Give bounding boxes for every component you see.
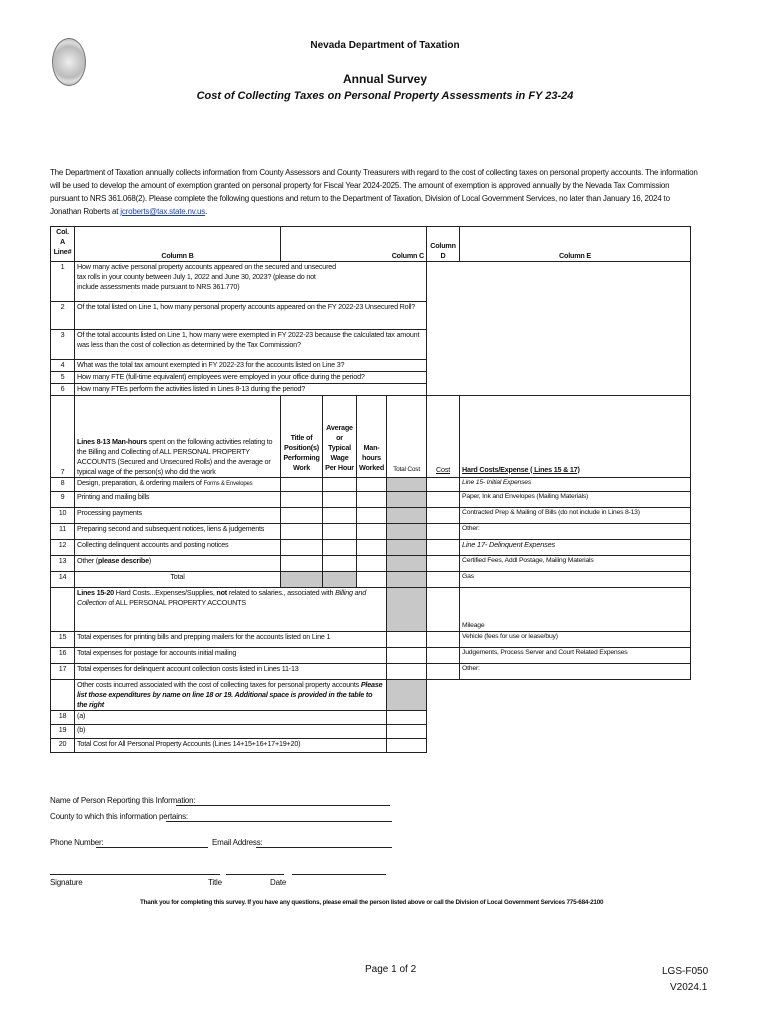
line-11: 11 [51, 523, 75, 539]
row-15-label: Total expenses for printing bills and prepping mailers for the accounts listed on Line 1 [75, 631, 387, 647]
other-costs-instruction: Please list those expenditures by name on line 18 or 19. Additional space is provided in the table to the right [77, 679, 383, 709]
line-6: 6 [51, 383, 75, 395]
row-13-wage[interactable] [323, 555, 357, 571]
total-cost-header: Total Cost [387, 395, 427, 477]
signature-label: Signature [50, 878, 83, 887]
contact-email-link[interactable]: jcroberts@tax.state.nv.us [120, 207, 206, 216]
row-16-total[interactable] [387, 647, 427, 663]
e-cost-9[interactable] [427, 631, 460, 647]
line-18: 18 [51, 710, 75, 724]
wage-per-hour-header: Average or Typical Wage Per Hour [323, 395, 357, 477]
row-8-text: Design, preparation, & ordering mailers of [77, 477, 202, 487]
row-11-label: Preparing second and subsequent notices, liens & judgements [75, 523, 281, 539]
form-version: V2024.1 [670, 982, 708, 993]
row-1-question: How many active personal property accounts appeared on the secured and unsecured tax rolls in your county between July 1, 2022 and June 30, 2023? (please do not include assessments made pursuant to NRS 361.770) [75, 261, 427, 301]
row-9-title[interactable] [281, 491, 323, 507]
e-item-10: Judgements, Process Server and Court Related Expenses [460, 647, 691, 663]
row-14-title [281, 571, 323, 587]
row-12-total [387, 539, 427, 555]
row-9-wage[interactable] [323, 491, 357, 507]
hc-c: not [216, 587, 227, 597]
line-13: 13 [51, 555, 75, 571]
e-item-3: Contracted Prep & Mailing of Bills (do not include in Lines 8-13) [460, 507, 691, 523]
line-4: 4 [51, 359, 75, 371]
row-7-header [75, 395, 281, 477]
name-label: Name of Person Reporting this Information: [50, 796, 196, 805]
line-17: 17 [51, 663, 75, 679]
intro-text: The Department of Taxation annually collects information from County Assessors and County Treasurers with regard to the cost of collecting taxes on personal property accounts. The information will be used to develop the amount of exemption granted on personal property for Fiscal Year 2024-2025. The amount of exemption is approved annually by the Nevada Tax Commission pursuant to NRS 361.068(2). Please complete the following questions and return to the Department of Taxation, Division of Local Government Services, no later than January 16, 2024 to Jonathan Roberts at [50, 168, 698, 216]
row-6-question: How many FTEs perform the activities listed in Lines 8-13 during the period? [75, 383, 427, 395]
row-14-total [387, 571, 427, 587]
line-14: 14 [51, 571, 75, 587]
man-hours-description: spent on the following activities relating to the Billing and Collecting of ALL PERSONAL PROPERTY ACCOUNTS (Secured and Unsecured Rolls) and the average or typical wage of the person(s) who did the work [77, 436, 273, 476]
e-item-5: Line 17- Delinquent Expenses [460, 539, 691, 555]
row-8-label [75, 477, 281, 491]
row-9-hours[interactable] [357, 491, 387, 507]
other-costs-text: Other costs incurred associated with the cost of collecting taxes for personal property accounts [77, 679, 361, 689]
blank-e [460, 679, 691, 710]
row-11-total [387, 523, 427, 539]
row-8-title[interactable] [281, 477, 323, 491]
row-13-text-b: please describe [97, 555, 149, 565]
row-8-total [387, 477, 427, 491]
e-cost-7[interactable] [427, 571, 460, 587]
line-16: 16 [51, 647, 75, 663]
line-1: 1 [51, 261, 75, 301]
page-subtitle: Cost of Collecting Taxes on Personal Property Assessments in FY 23-24 [196, 90, 574, 102]
row-16-label: Total expenses for postage for accounts initial mailing [75, 647, 387, 663]
row-10-label: Processing payments [75, 507, 281, 523]
e-item-4: Other: [460, 523, 691, 539]
line-12: 12 [51, 539, 75, 555]
name-input-line[interactable] [176, 805, 390, 806]
line-3: 3 [51, 329, 75, 359]
row-8-subtext: Forms & Envelopes [203, 480, 253, 487]
row-10-wage[interactable] [323, 507, 357, 523]
row-17-total[interactable] [387, 663, 427, 679]
col-c-header: Column C [281, 227, 427, 262]
line-9: 9 [51, 491, 75, 507]
row-4-question: What was the total tax amount exempted in FY 2022-23 for the accounts listed on Line 3? [75, 359, 427, 371]
title-label: Title [208, 878, 222, 887]
intro-paragraph [50, 166, 700, 218]
col-e-header: Column E [460, 227, 691, 262]
hard-cost-spacer [51, 587, 75, 631]
agency-name: Nevada Department of Taxation [310, 40, 460, 51]
answer-area-1-6[interactable] [427, 261, 691, 395]
e-item-8: Mileage [460, 587, 691, 631]
blank-e-18 [460, 710, 691, 724]
row-14-hours[interactable] [357, 571, 387, 587]
man-hours-worked-header: Man-hours Worked [357, 395, 387, 477]
line-19: 19 [51, 724, 75, 738]
row-12-label: Collecting delinquent accounts and posting notices [75, 539, 281, 555]
row-3-question: Of the total accounts listed on Line 1, how many were exempted in FY 2022-23 because the calculated tax amount was less than the cost of collection as determined by the Tax Commission? [75, 329, 427, 359]
row-13-text-c: ) [148, 555, 152, 565]
row-17-label: Total expenses for delinquent account collection costs listed in Lines 11-13 [75, 663, 387, 679]
title-line[interactable] [226, 874, 284, 875]
form-id: LGS-F050 [662, 966, 709, 977]
other-costs-shade [387, 679, 427, 710]
survey-table [50, 226, 691, 753]
row-8-wage[interactable] [323, 477, 357, 491]
hc-b: Hard Costs...Expenses/Supplies, [113, 587, 217, 597]
line-8: 8 [51, 477, 75, 491]
row-5-question: How many FTE (full-time equivalent) employees were employed in your office during the period? [75, 371, 427, 383]
hard-costs-section-header [75, 587, 387, 631]
col-d-header: Column D [427, 227, 460, 262]
row-13-hours[interactable] [357, 555, 387, 571]
e-item-2: Paper, Ink and Envelopes (Mailing Materials) [460, 491, 691, 507]
e-cost-8[interactable] [427, 587, 460, 631]
row-15-total[interactable] [387, 631, 427, 647]
line-number-header: Line# [51, 247, 75, 261]
email-input-line[interactable] [256, 847, 392, 848]
thank-you-note: Thank you for completing this survey. If you have any questions, please email the person listed above or call the Division of Local Government Services 775-684-2100 [140, 899, 604, 906]
cost-header: Cost [427, 395, 460, 477]
page-number: Page 1 of 2 [365, 964, 417, 975]
line-7: 7 [51, 395, 75, 477]
e-cost-3[interactable] [427, 507, 460, 523]
hc-f: of ALL PERSONAL PROPERTY ACCOUNTS [106, 597, 246, 607]
blank-d [427, 679, 460, 710]
blank-e-19 [460, 724, 691, 738]
e-item-11: Other: [460, 663, 691, 679]
row-20-total[interactable] [387, 738, 427, 752]
line-5: 5 [51, 371, 75, 383]
e-item-7: Gas [460, 571, 691, 587]
intro-end: . [205, 207, 208, 216]
e-cost-2[interactable] [427, 491, 460, 507]
hard-cost-header-shade [387, 587, 427, 631]
line-10: 10 [51, 507, 75, 523]
email-label: Email Address: [212, 838, 263, 847]
signature-line[interactable] [50, 874, 220, 875]
row-13-label [75, 555, 281, 571]
e-cost-11[interactable] [427, 663, 460, 679]
row-11-title[interactable] [281, 523, 323, 539]
e-cost-4[interactable] [427, 523, 460, 539]
row-12-wage[interactable] [323, 539, 357, 555]
hard-costs-header: Hard Costs/Expense ( Lines 15 & 17) [460, 395, 691, 477]
date-line[interactable] [292, 874, 386, 875]
line-20: 20 [51, 738, 75, 752]
e-cost-6[interactable] [427, 555, 460, 571]
col-b-header: Column B [75, 227, 281, 262]
row-13-text-a: Other ( [77, 555, 98, 565]
row-19-total[interactable] [387, 724, 427, 738]
e-cost-5[interactable] [427, 539, 460, 555]
row-11-wage[interactable] [323, 523, 357, 539]
row-10-title[interactable] [281, 507, 323, 523]
e-cost-1[interactable] [427, 477, 460, 491]
title-of-position-header: Title of Position(s) Performing Work [281, 395, 323, 477]
e-item-9: Vehicle (fees for use or lease/buy) [460, 631, 691, 647]
col-a-header: Col. A [51, 227, 75, 248]
e-item-1: Line 15- Initial Expenses [460, 477, 691, 491]
county-label: County to which this information pertains: [50, 812, 188, 821]
page-title: Annual Survey [342, 72, 428, 86]
blank-e-20 [460, 738, 691, 752]
row-13-total [387, 555, 427, 571]
row-12-title[interactable] [281, 539, 323, 555]
county-input-line[interactable] [166, 821, 392, 822]
row-10-hours[interactable] [357, 507, 387, 523]
hc-a: Lines 15-20 [77, 587, 114, 597]
other-costs-note [75, 679, 387, 710]
hc-d: related to salaries., associated with [227, 587, 336, 597]
row-10-total [387, 507, 427, 523]
row-20-label: Total Cost for All Personal Property Accounts (Lines 14+15+16+17+19+20) [75, 738, 387, 752]
row-14-label: Total [75, 571, 281, 587]
row-11-hours[interactable] [357, 523, 387, 539]
blank-d-19 [427, 724, 460, 738]
row-18-label: (a) [75, 710, 387, 724]
e-item-6: Certified Fees, Addl Postage, Mailing Materials [460, 555, 691, 571]
phone-input-line[interactable] [96, 847, 208, 848]
hc-e: Billing and Collection [77, 587, 367, 607]
blank-d-18 [427, 710, 460, 724]
e-cost-10[interactable] [427, 647, 460, 663]
row-9-total [387, 491, 427, 507]
row-14-wage [323, 571, 357, 587]
man-hours-label: Lines 8-13 Man-hours [77, 436, 147, 446]
line-2: 2 [51, 301, 75, 329]
row-19-label: (b) [75, 724, 387, 738]
other-costs-spacer [51, 679, 75, 710]
row-8-hours[interactable] [357, 477, 387, 491]
row-18-total[interactable] [387, 710, 427, 724]
row-2-question: Of the total listed on Line 1, how many personal property accounts appeared on the FY 2022-23 Unsecured Roll? [75, 301, 427, 329]
row-13-title[interactable] [281, 555, 323, 571]
row-9-label: Printing and mailing bills [75, 491, 281, 507]
row-12-hours[interactable] [357, 539, 387, 555]
date-label: Date [270, 878, 287, 887]
line-15: 15 [51, 631, 75, 647]
phone-label: Phone Number: [50, 838, 104, 847]
blank-d-20 [427, 738, 460, 752]
